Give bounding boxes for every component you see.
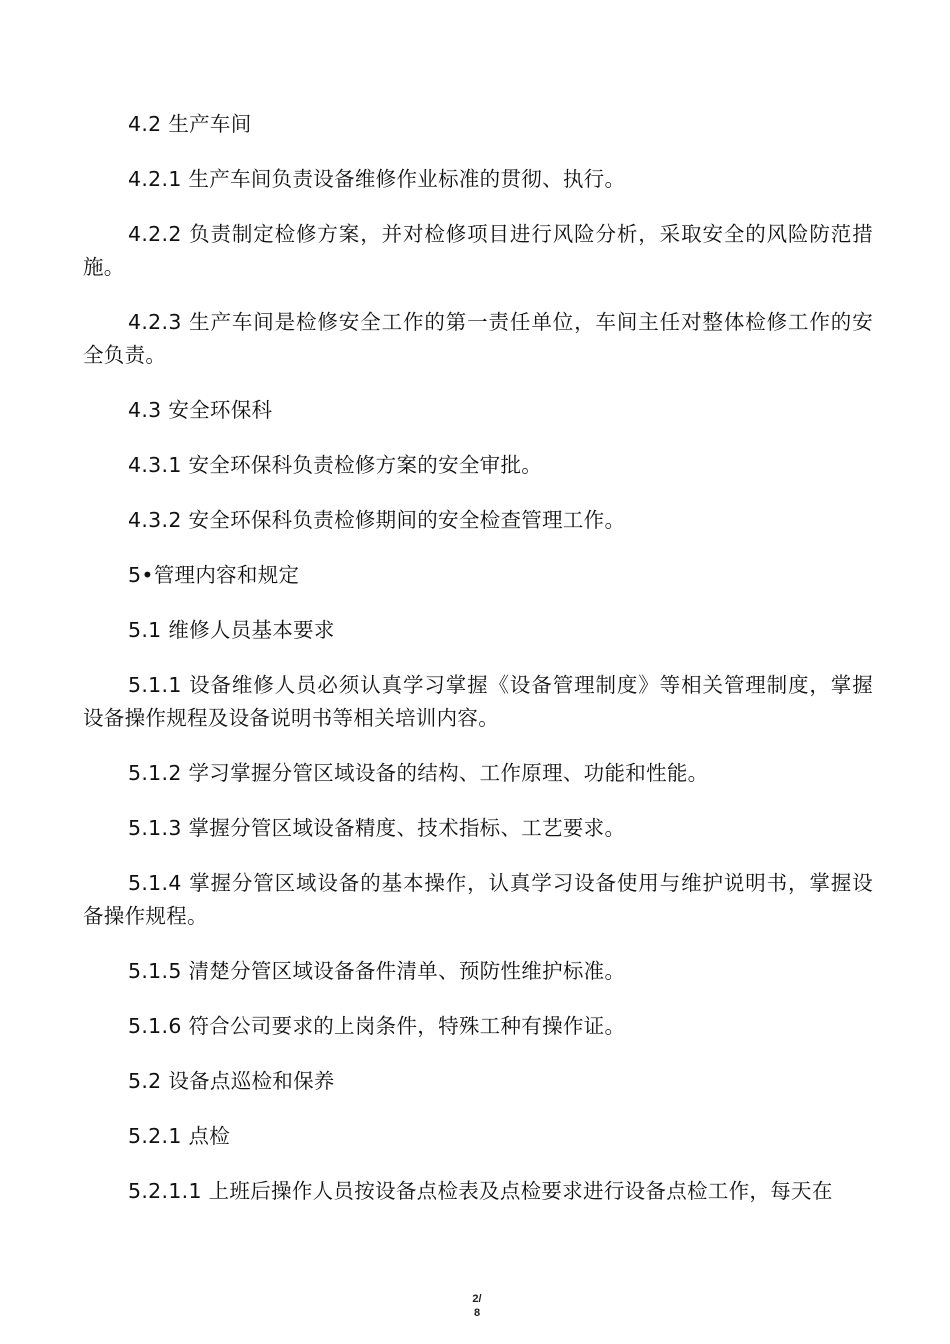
paragraph-4-2-2: 4.2.2 负责制定检修方案，并对检修项目进行风险分析，采取安全的风险防范措施。 [83,222,873,279]
section-heading-5-2: 5.2 设备点巡检和保养 [128,1069,335,1093]
page-number [465,1292,489,1320]
section-heading-5: 5•管理内容和规定 [128,563,300,587]
paragraph-4-2-3: 4.2.3 生产车间是检修安全工作的第一责任单位，车间主任对整体检修工作的安全负责。 [83,310,873,367]
page-number-total: 8 [473,1307,481,1319]
section-heading-4-3: 4.3 安全环保科 [128,398,273,422]
paragraph-4-2-1: 4.2.1 生产车间负责设备维修作业标准的贯彻、执行。 [128,167,626,191]
paragraph-5-2-1-1: 5.2.1.1 上班后操作人员按设备点检表及点检要求进行设备点检工作，每天在 [128,1179,833,1203]
paragraph-5-1-3: 5.1.3 掌握分管区域设备精度、技术指标、工艺要求。 [128,816,626,840]
section-heading-5-1: 5.1 维修人员基本要求 [128,618,335,642]
paragraph-5-1-1: 5.1.1 设备维修人员必须认真学习掌握《设备管理制度》等相关管理制度，掌握设备操作规程及设备说明书等相关培训内容。 [83,673,873,730]
paragraph-4-3-2: 4.3.2 安全环保科负责检修期间的安全检查管理工作。 [128,508,626,532]
paragraph-4-3-1: 4.3.1 安全环保科负责检修方案的安全审批。 [128,453,543,477]
paragraph-5-1-6: 5.1.6 符合公司要求的上岗条件，特殊工种有操作证。 [128,1014,626,1038]
section-heading-4-2: 4.2 生产车间 [128,112,252,136]
paragraph-5-1-4: 5.1.4 掌握分管区域设备的基本操作，认真学习设备使用与维护说明书，掌握设备操作规程。 [83,871,873,928]
page-number-current: 2/ [472,1293,482,1305]
section-heading-5-2-1: 5.2.1 点检 [128,1124,231,1148]
paragraph-5-1-5: 5.1.5 清楚分管区域设备备件清单、预防性维护标准。 [128,959,626,983]
paragraph-5-1-2: 5.1.2 学习掌握分管区域设备的结构、工作原理、功能和性能。 [128,761,709,785]
document-body [83,108,873,1230]
